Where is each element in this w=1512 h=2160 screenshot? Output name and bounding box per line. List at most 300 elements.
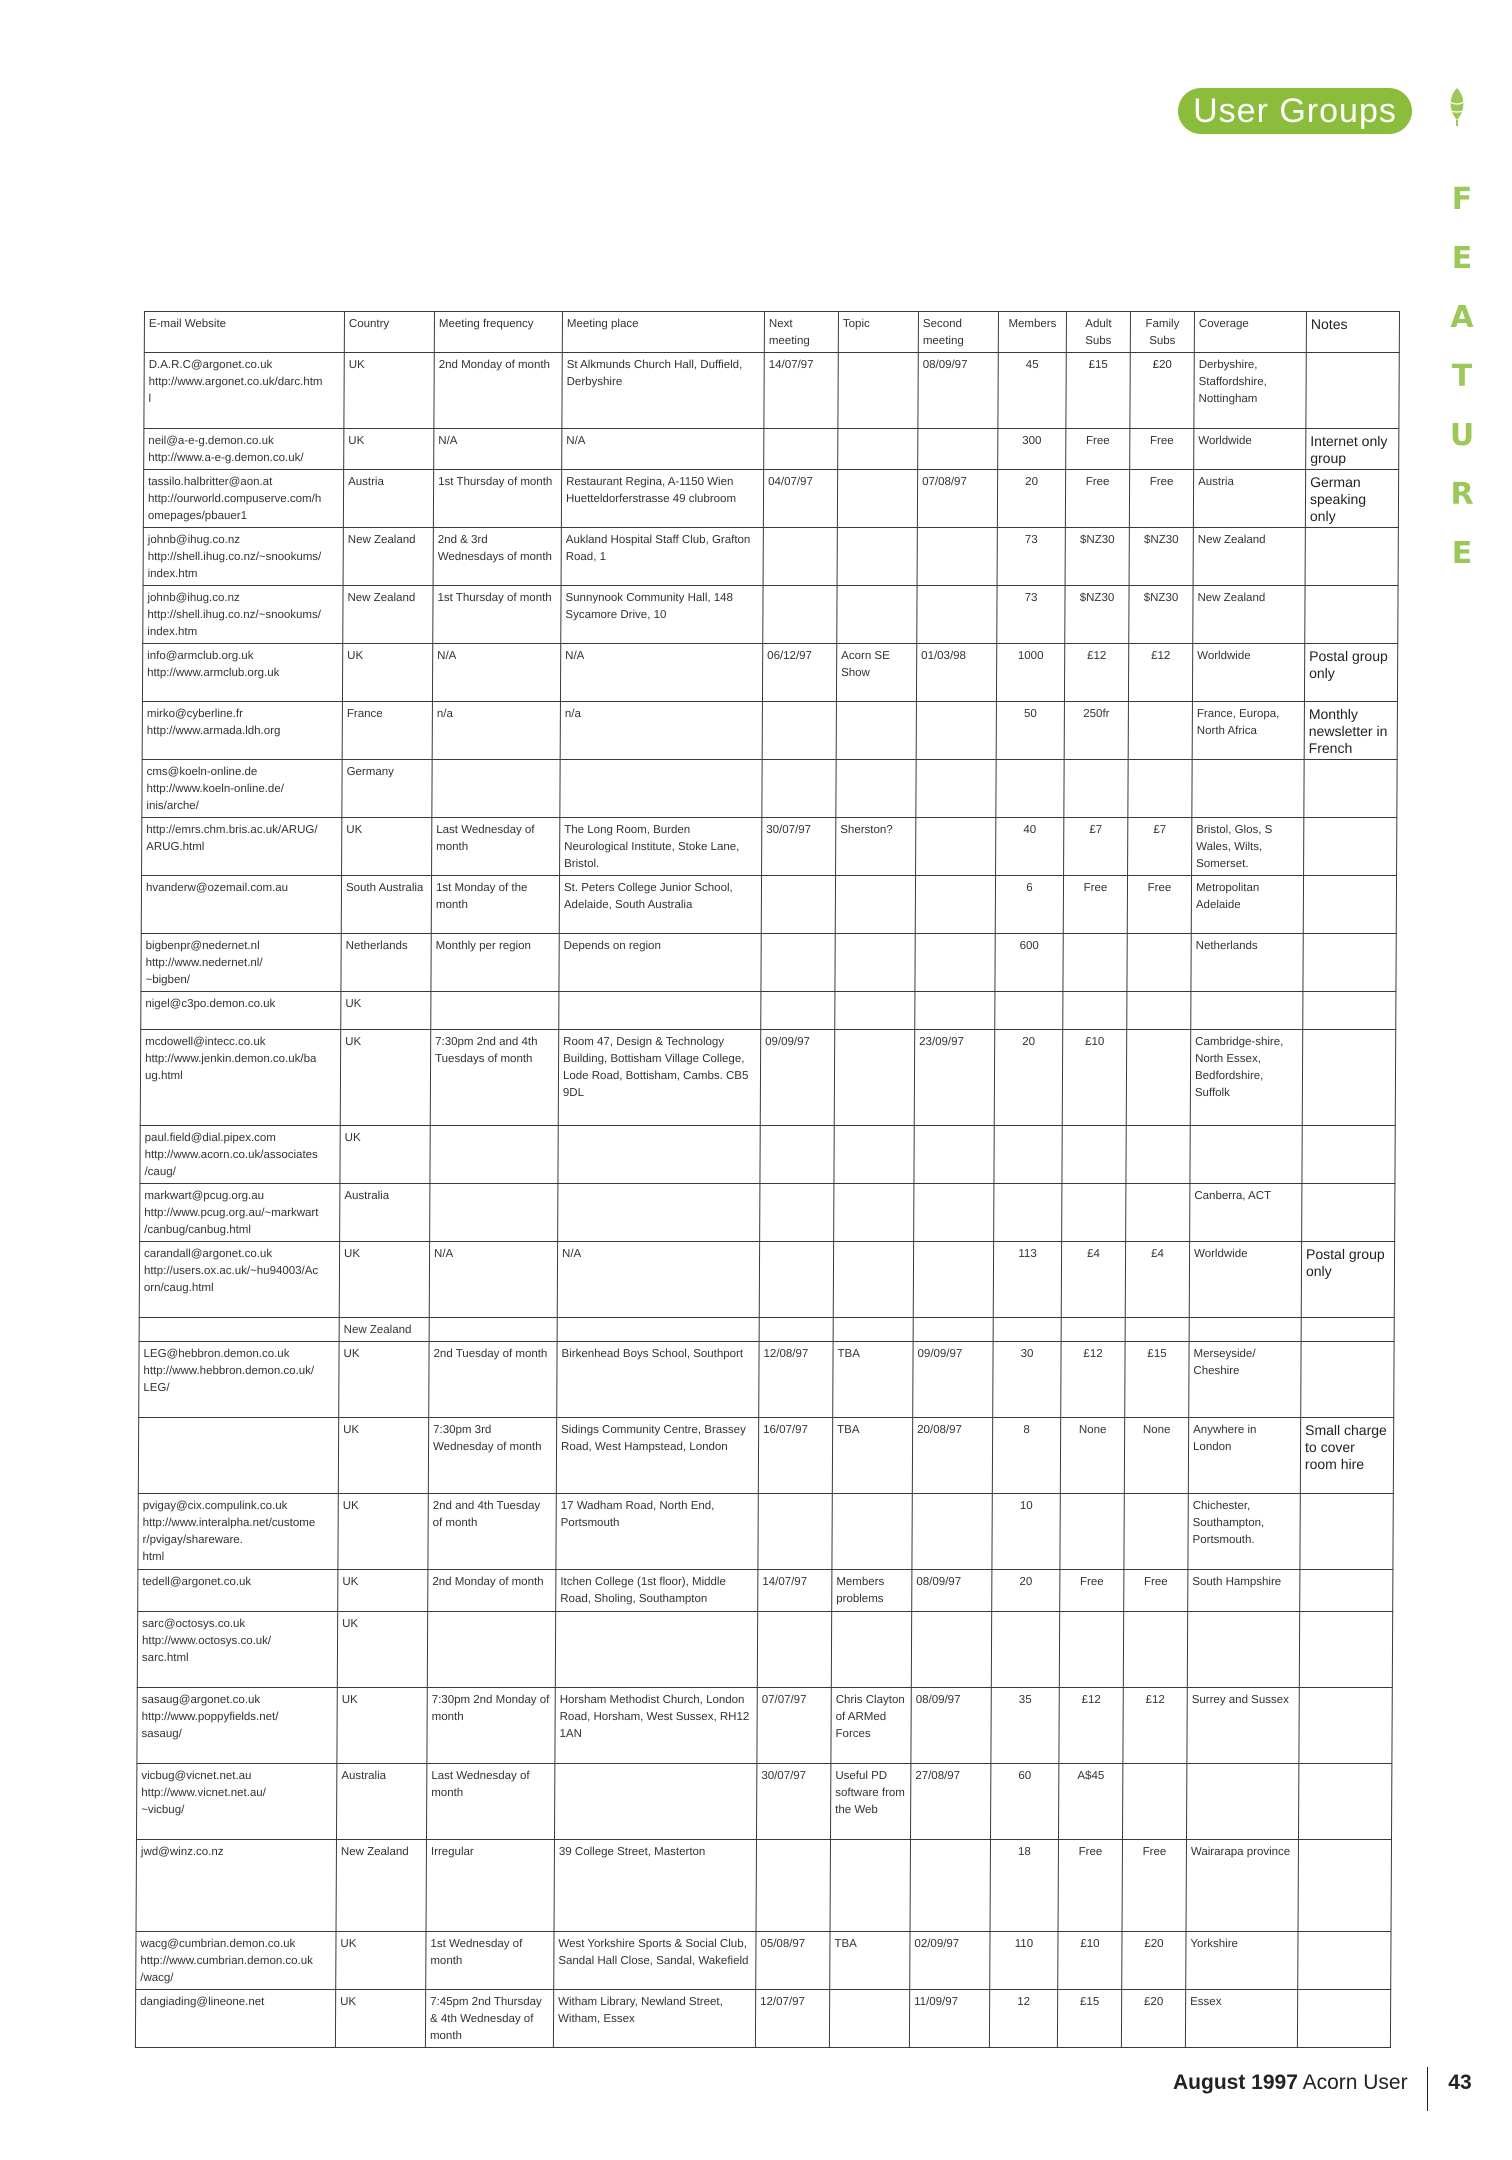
table-row (141, 934, 1396, 992)
meeting-frequency-cell: 2nd Monday of month (434, 353, 562, 429)
country-cell: Australia (336, 1764, 426, 1840)
meeting-place-cell: N/A (560, 644, 762, 702)
next-meeting-cell (757, 1612, 831, 1688)
members-cell: 10 (992, 1494, 1060, 1570)
coverage-cell (1189, 1318, 1301, 1342)
meeting-place-cell: Sunnynook Community Hall, 148 Sycamore Drive, 10 (561, 586, 763, 644)
meeting-place-cell: N/A (557, 1242, 759, 1318)
adult-subs-cell: £12 (1061, 1342, 1125, 1418)
footer-divider (1427, 2067, 1428, 2111)
table-row (140, 1184, 1395, 1242)
email-website-cell: johnb@ihug.co.nz http://shell.ihug.co.nz/~snookums/ index.htm (143, 586, 343, 644)
notes-cell (1303, 934, 1396, 992)
members-cell (994, 1126, 1062, 1184)
meeting-place-cell: Witham Library, Newland Street, Witham, Essex (553, 1990, 755, 2048)
email-website-cell: cms@koeln-online.de http://www.koeln-online.de/ inis/arche/ (142, 760, 342, 818)
adult-subs-cell (1063, 934, 1127, 992)
adult-subs-cell (1064, 760, 1128, 818)
notes-cell (1306, 353, 1399, 429)
country-cell: UK (337, 1688, 427, 1764)
meeting-place-cell: The Long Room, Burden Neurological Institute, Stoke Lane, Bristol. (560, 818, 762, 876)
country-cell: New Zealand (339, 1318, 429, 1342)
meeting-frequency-cell: 1st Wednesday of month (426, 1932, 554, 1990)
meeting-place-cell: Aukland Hospital Staff Club, Grafton Road, 1 (561, 528, 763, 586)
next-meeting-cell: 14/07/97 (764, 353, 838, 429)
adult-subs-cell (1063, 992, 1127, 1030)
second-meeting-cell (917, 528, 997, 586)
table-row (141, 876, 1396, 934)
next-meeting-cell: 09/09/97 (760, 1030, 835, 1126)
email-website-cell: bigbenpr@nedernet.nl http://www.nedernet.nl/ ~bigben/ (141, 934, 341, 992)
coverage-cell (1186, 1764, 1298, 1840)
next-meeting-cell (761, 876, 835, 934)
next-meeting-cell: 12/08/97 (759, 1342, 833, 1418)
second-meeting-cell (915, 934, 995, 992)
family-subs-cell (1128, 760, 1192, 818)
second-meeting-cell (913, 1242, 993, 1318)
email-website-cell: http://emrs.chm.bris.ac.uk/ARUG/ ARUG.html (142, 818, 342, 876)
topic-cell: TBA (833, 1342, 913, 1418)
second-meeting-cell: 23/09/97 (914, 1030, 995, 1126)
topic-cell (832, 1494, 912, 1570)
coverage-cell: Wairarapa province (1186, 1840, 1298, 1932)
meeting-place-cell (557, 1318, 759, 1342)
email-website-cell: sarc@octosys.co.uk http://www.octosys.co.uk/ sarc.html (137, 1612, 337, 1688)
meeting-frequency-cell: Irregular (426, 1840, 554, 1932)
issue-date: August 1997 (1173, 2071, 1298, 2094)
next-meeting-cell: 14/07/97 (758, 1570, 832, 1612)
adult-subs-cell (1061, 1318, 1125, 1342)
second-meeting-cell (916, 818, 996, 876)
feature-letter: T (1451, 359, 1473, 394)
email-website-cell: dangiading@lineone.net (135, 1990, 335, 2048)
table-header-row (144, 312, 1399, 353)
table-row (143, 586, 1398, 644)
user-groups-table (135, 311, 1400, 2048)
family-subs-cell (1127, 992, 1191, 1030)
adult-subs-cell: £15 (1066, 353, 1130, 429)
coverage-cell: Worldwide (1194, 429, 1306, 470)
members-cell: 110 (990, 1932, 1058, 1990)
adult-subs-cell: Free (1065, 470, 1129, 528)
feature-letter: U (1449, 418, 1475, 453)
col-header: Family Subs (1130, 312, 1194, 353)
email-website-cell: tedell@argonet.co.uk (138, 1570, 338, 1612)
notes-cell: Postal group only (1301, 1242, 1394, 1318)
members-cell: 6 (995, 876, 1063, 934)
family-subs-cell: £20 (1122, 1932, 1186, 1990)
coverage-cell: Yorkshire (1186, 1932, 1298, 1990)
topic-cell (833, 1318, 913, 1342)
adult-subs-cell: $NZ30 (1065, 528, 1129, 586)
meeting-frequency-cell: Last Wednesday of month (426, 1764, 554, 1840)
table-row (137, 1612, 1392, 1688)
adult-subs-cell: None (1060, 1418, 1124, 1494)
col-header: Next meeting (764, 312, 838, 353)
second-meeting-cell: 02/09/97 (910, 1932, 990, 1990)
country-cell: UK (344, 429, 434, 470)
country-cell: UK (341, 992, 431, 1030)
notes-cell (1298, 1932, 1391, 1990)
email-website-cell (138, 1418, 338, 1494)
next-meeting-cell: 06/12/97 (762, 644, 836, 702)
meeting-place-cell: Birkenhead Boys School, Southport (557, 1342, 759, 1418)
next-meeting-cell (759, 1242, 833, 1318)
members-cell: 50 (996, 702, 1064, 760)
table-row (139, 1342, 1394, 1418)
members-cell: 1000 (996, 644, 1064, 702)
topic-cell (835, 934, 915, 992)
members-cell: 12 (989, 1990, 1057, 2048)
country-cell: UK (335, 1990, 425, 2048)
members-cell (991, 1612, 1059, 1688)
email-website-cell: LEG@hebbron.demon.co.uk http://www.hebbron.demon.co.uk/ LEG/ (139, 1342, 339, 1418)
notes-cell (1303, 992, 1396, 1030)
second-meeting-cell: 11/09/97 (909, 1990, 989, 2048)
country-cell: Austria (343, 470, 433, 528)
second-meeting-cell (911, 1612, 991, 1688)
email-website-cell: D.A.R.C@argonet.co.uk http://www.argonet.co.uk/darc.htm l (144, 353, 344, 429)
second-meeting-cell (916, 702, 996, 760)
second-meeting-cell (910, 1840, 990, 1932)
feature-letter: A (1450, 300, 1474, 335)
meeting-place-cell: St. Peters College Junior School, Adelaide, South Australia (559, 876, 761, 934)
adult-subs-cell: £15 (1057, 1990, 1121, 2048)
next-meeting-cell: 04/07/97 (763, 470, 837, 528)
table-row (143, 470, 1398, 528)
col-header: Coverage (1194, 312, 1306, 353)
table-row (138, 1418, 1393, 1494)
family-subs-cell (1126, 1184, 1190, 1242)
table-row (139, 1318, 1394, 1342)
topic-cell (831, 1612, 911, 1688)
country-cell: Australia (340, 1184, 430, 1242)
meeting-frequency-cell: N/A (432, 644, 560, 702)
meeting-frequency-cell: 1st Thursday of month (433, 586, 561, 644)
meeting-frequency-cell: 2nd Tuesday of month (429, 1342, 557, 1418)
country-cell: UK (340, 1030, 431, 1126)
table-body (135, 353, 1399, 2048)
meeting-frequency-cell (430, 1126, 558, 1184)
adult-subs-cell: £12 (1059, 1688, 1123, 1764)
coverage-cell (1187, 1612, 1299, 1688)
members-cell: 18 (990, 1840, 1058, 1932)
email-website-cell: wacg@cumbrian.demon.co.uk http://www.cumbrian.demon.co.uk /wacg/ (136, 1932, 336, 1990)
next-meeting-cell: 07/07/97 (757, 1688, 831, 1764)
meeting-place-cell: Room 47, Design & Technology Building, Bottisham Village College, Lode Road, Bottisham, Cambs. CB5 9DL (558, 1030, 761, 1126)
notes-cell (1301, 1318, 1394, 1342)
email-website-cell: jwd@winz.co.nz (136, 1840, 336, 1932)
second-meeting-cell: 07/08/97 (917, 470, 997, 528)
feature-letter: E (1451, 241, 1473, 276)
country-cell: Germany (342, 760, 432, 818)
topic-cell: Sherston? (836, 818, 916, 876)
col-header: Topic (838, 312, 918, 353)
coverage-cell: Derbyshire, Staffordshire, Nottingham (1194, 353, 1306, 429)
meeting-place-cell: Horsham Methodist Church, London Road, Horsham, West Sussex, RH12 1AN (555, 1688, 757, 1764)
next-meeting-cell (756, 1840, 830, 1932)
next-meeting-cell (758, 1494, 832, 1570)
members-cell (995, 992, 1063, 1030)
meeting-frequency-cell: 7:30pm 3rd Wednesday of month (428, 1418, 556, 1494)
members-cell: 20 (997, 470, 1065, 528)
meeting-frequency-cell: N/A (429, 1242, 557, 1318)
coverage-cell: Worldwide (1192, 644, 1304, 702)
meeting-frequency-cell: 7:30pm 2nd Monday of month (427, 1688, 555, 1764)
adult-subs-cell: £10 (1062, 1030, 1127, 1126)
meeting-frequency-cell: 1st Monday of the month (431, 876, 559, 934)
topic-cell (837, 470, 917, 528)
topic-cell (830, 1840, 910, 1932)
page-number: 43 (1448, 2071, 1472, 2094)
members-cell (994, 1184, 1062, 1242)
meeting-place-cell: Restaurant Regina, A-1150 Wien Huetteldorferstrasse 49 clubroom (561, 470, 763, 528)
members-cell: 600 (995, 934, 1063, 992)
meeting-place-cell: West Yorkshire Sports & Social Club, Sandal Hall Close, Sandal, Wakefield (554, 1932, 756, 1990)
meeting-place-cell: St Alkmunds Church Hall, Duffield, Derbyshire (562, 353, 764, 429)
notes-cell (1304, 760, 1397, 818)
topic-cell (836, 760, 916, 818)
family-subs-cell: £12 (1128, 644, 1192, 702)
family-subs-cell: £4 (1125, 1242, 1189, 1318)
notes-cell (1304, 818, 1397, 876)
notes-cell (1302, 1030, 1396, 1126)
members-cell: 60 (990, 1764, 1058, 1840)
country-cell: UK (338, 1418, 428, 1494)
table-row (138, 1494, 1393, 1570)
magazine-name: Acorn User (1302, 2071, 1408, 2094)
notes-cell (1299, 1688, 1392, 1764)
feature-letter: F (1451, 182, 1473, 217)
adult-subs-cell (1062, 1184, 1126, 1242)
notes-cell (1300, 1570, 1393, 1612)
email-website-cell: johnb@ihug.co.nz http://shell.ihug.co.nz/~snookums/ index.htm (143, 528, 343, 586)
coverage-cell: Canberra, ACT (1190, 1184, 1302, 1242)
meeting-place-cell (560, 760, 762, 818)
email-website-cell: carandall@argonet.co.uk http://users.ox.ac.uk/~hu94003/Ac orn/caug.html (139, 1242, 339, 1318)
coverage-cell: Merseyside/ Cheshire (1189, 1342, 1301, 1418)
topic-cell (834, 1126, 914, 1184)
table-row (136, 1840, 1391, 1932)
next-meeting-cell (762, 702, 836, 760)
feature-letter: R (1450, 477, 1474, 512)
meeting-place-cell: N/A (562, 429, 764, 470)
meeting-frequency-cell: 7:30pm 2nd and 4th Tuesdays of month (430, 1030, 559, 1126)
coverage-cell: Netherlands (1191, 934, 1303, 992)
table-row (140, 1030, 1396, 1126)
family-subs-cell: £7 (1128, 818, 1192, 876)
meeting-frequency-cell: 2nd & 3rd Wednesdays of month (433, 528, 561, 586)
topic-cell (835, 992, 915, 1030)
topic-cell: Chris Clayton of ARMed Forces (831, 1688, 911, 1764)
notes-cell (1301, 1342, 1394, 1418)
coverage-cell: Anywhere in London (1188, 1418, 1300, 1494)
table-row (139, 1242, 1394, 1318)
country-cell: UK (340, 1126, 430, 1184)
coverage-cell: Essex (1185, 1990, 1297, 2048)
next-meeting-cell: 12/07/97 (755, 1990, 829, 2048)
notes-cell: Postal group only (1304, 644, 1397, 702)
feature-letter: E (1451, 536, 1473, 571)
topic-cell (837, 586, 917, 644)
adult-subs-cell (1059, 1612, 1123, 1688)
meeting-place-cell (554, 1764, 756, 1840)
meeting-frequency-cell: 2nd and 4th Tuesday of month (428, 1494, 556, 1570)
members-cell: 20 (994, 1030, 1063, 1126)
family-subs-cell: None (1124, 1418, 1188, 1494)
notes-cell: German speaking only (1305, 470, 1398, 528)
second-meeting-cell (913, 1318, 993, 1342)
second-meeting-cell: 08/09/97 (911, 1688, 991, 1764)
adult-subs-cell: Free (1066, 429, 1130, 470)
notes-cell (1305, 586, 1398, 644)
table-row (137, 1688, 1392, 1764)
topic-cell (834, 1030, 915, 1126)
coverage-cell: Worldwide (1189, 1242, 1301, 1318)
topic-cell (838, 353, 918, 429)
page-footer (1173, 2071, 1472, 2115)
country-cell: UK (338, 1494, 428, 1570)
family-subs-cell: Free (1130, 429, 1194, 470)
members-cell: 35 (991, 1688, 1059, 1764)
members-cell (993, 1318, 1061, 1342)
table-row (144, 353, 1399, 429)
email-website-cell: sasaug@argonet.co.uk http://www.poppyfields.net/ sasaug/ (137, 1688, 337, 1764)
topic-cell (836, 702, 916, 760)
family-subs-cell: $NZ30 (1129, 528, 1193, 586)
topic-cell: Useful PD software from the Web (830, 1764, 910, 1840)
country-cell: UK (337, 1612, 427, 1688)
topic-cell (835, 876, 915, 934)
family-subs-cell: £20 (1121, 1990, 1185, 2048)
second-meeting-cell: 08/09/97 (912, 1570, 992, 1612)
notes-cell (1305, 528, 1398, 586)
second-meeting-cell (912, 1494, 992, 1570)
next-meeting-cell (764, 429, 838, 470)
table-row (138, 1570, 1393, 1612)
meeting-place-cell (558, 1184, 760, 1242)
coverage-cell: Metropolitan Adelaide (1191, 876, 1303, 934)
topic-cell (834, 1184, 914, 1242)
meeting-frequency-cell (430, 1184, 558, 1242)
country-cell: UK (339, 1342, 429, 1418)
table-row (136, 1764, 1391, 1840)
notes-cell (1298, 1840, 1391, 1932)
col-header: Country (344, 312, 434, 353)
second-meeting-cell (916, 760, 996, 818)
meeting-frequency-cell (427, 1612, 555, 1688)
email-website-cell: nigel@c3po.demon.co.uk (141, 992, 341, 1030)
adult-subs-cell: £12 (1064, 644, 1128, 702)
notes-cell (1303, 876, 1396, 934)
feature-vertical-label (1447, 170, 1477, 583)
country-cell: New Zealand (336, 1840, 426, 1932)
country-cell: UK (344, 353, 434, 429)
email-website-cell: mcdowell@intecc.co.uk http://www.jenkin.demon.co.uk/ba ug.html (140, 1030, 341, 1126)
meeting-frequency-cell (431, 992, 559, 1030)
meeting-frequency-cell (429, 1318, 557, 1342)
col-header: Notes (1306, 312, 1399, 353)
members-cell: 113 (993, 1242, 1061, 1318)
next-meeting-cell (761, 992, 835, 1030)
col-header: Second meeting (918, 312, 998, 353)
table-row (142, 702, 1397, 760)
notes-cell (1302, 1126, 1395, 1184)
meeting-frequency-cell: 2nd Monday of month (428, 1570, 556, 1612)
family-subs-cell: Free (1127, 876, 1191, 934)
email-website-cell: vicbug@vicnet.net.au http://www.vicnet.net.au/ ~vicbug/ (136, 1764, 336, 1840)
next-meeting-cell (760, 1184, 834, 1242)
next-meeting-cell: 16/07/97 (758, 1418, 832, 1494)
family-subs-cell: £12 (1123, 1688, 1187, 1764)
country-cell: France (342, 702, 432, 760)
next-meeting-cell: 30/07/97 (756, 1764, 830, 1840)
meeting-place-cell: 17 Wadham Road, North End, Portsmouth (556, 1494, 758, 1570)
family-subs-cell (1128, 702, 1192, 760)
adult-subs-cell: Free (1058, 1840, 1122, 1932)
meeting-place-cell: Itchen College (1st floor), Middle Road, Sholing, Southampton (556, 1570, 758, 1612)
next-meeting-cell (760, 1126, 834, 1184)
topic-cell: TBA (830, 1932, 910, 1990)
coverage-cell: South Hampshire (1188, 1570, 1300, 1612)
col-header: Meeting frequency (434, 312, 562, 353)
country-cell: New Zealand (343, 586, 433, 644)
table-row (142, 644, 1397, 702)
second-meeting-cell (915, 876, 995, 934)
next-meeting-cell (763, 586, 837, 644)
table-row (143, 528, 1398, 586)
country-cell: UK (342, 818, 432, 876)
adult-subs-cell (1062, 1126, 1126, 1184)
meeting-frequency-cell: n/a (432, 702, 560, 760)
topic-cell: TBA (832, 1418, 912, 1494)
coverage-cell: Cambridge-shire, North Essex, Bedfordshire, Suffolk (1190, 1030, 1303, 1126)
members-cell (996, 760, 1064, 818)
email-website-cell: hvanderw@ozemail.com.au (141, 876, 341, 934)
topic-cell (829, 1990, 909, 2048)
meeting-frequency-cell: Last Wednesday of month (432, 818, 560, 876)
col-header: Members (998, 312, 1066, 353)
coverage-cell (1191, 992, 1303, 1030)
col-header: E-mail Website (144, 312, 344, 353)
family-subs-cell (1123, 1612, 1187, 1688)
meeting-frequency-cell: 1st Thursday of month (433, 470, 561, 528)
second-meeting-cell: 01/03/98 (916, 644, 996, 702)
second-meeting-cell (914, 1126, 994, 1184)
family-subs-cell: Free (1129, 470, 1193, 528)
country-cell: New Zealand (343, 528, 433, 586)
family-subs-cell (1127, 934, 1191, 992)
email-website-cell: markwart@pcug.org.au http://www.pcug.org.au/~markwart /canbug/canbug.html (140, 1184, 340, 1242)
email-website-cell: neil@a-e-g.demon.co.uk http://www.a-e-g.demon.co.uk/ (144, 429, 344, 470)
coverage-cell: Austria (1193, 470, 1305, 528)
country-cell: UK (338, 1570, 428, 1612)
adult-subs-cell: $NZ30 (1065, 586, 1129, 644)
adult-subs-cell: £4 (1061, 1242, 1125, 1318)
meeting-frequency-cell: Monthly per region (431, 934, 559, 992)
country-cell: Netherlands (341, 934, 431, 992)
second-meeting-cell: 27/08/97 (910, 1764, 990, 1840)
table-row (142, 818, 1397, 876)
coverage-cell: Surrey and Sussex (1187, 1688, 1299, 1764)
notes-cell (1298, 1764, 1391, 1840)
section-badge: User Groups (1178, 88, 1412, 134)
second-meeting-cell: 20/08/97 (912, 1418, 992, 1494)
table-row (142, 760, 1397, 818)
table-row (135, 1990, 1390, 2048)
next-meeting-cell: 05/08/97 (756, 1932, 830, 1990)
topic-cell (837, 528, 917, 586)
